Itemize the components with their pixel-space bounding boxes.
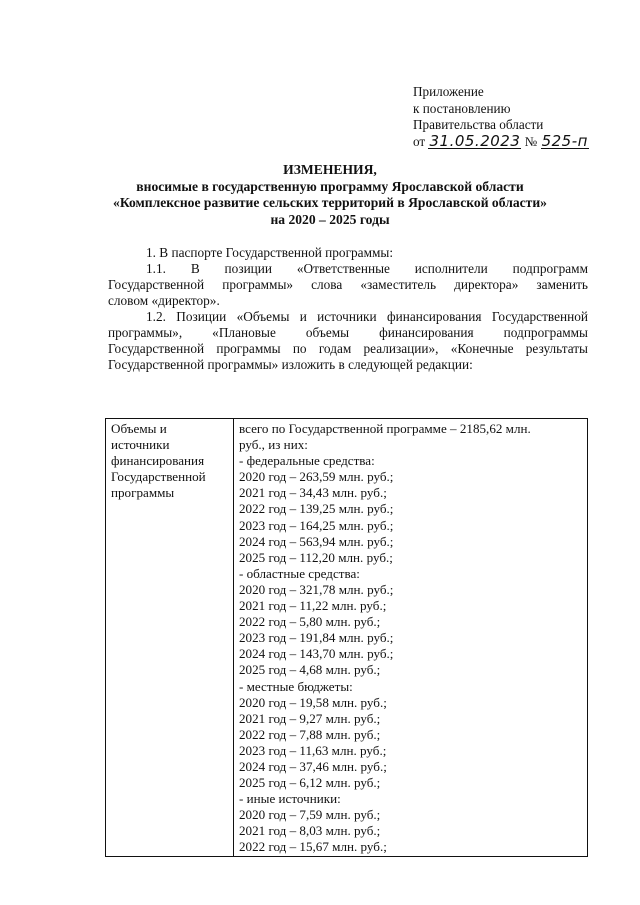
paragraph-1-1 — [108, 261, 588, 309]
table-text-line: руб., из них: — [239, 437, 308, 453]
table-label-cell — [106, 419, 234, 857]
appendix-line: Приложение — [413, 84, 484, 99]
table-text-line: 2021 год – 9,27 млн. руб.; — [239, 710, 381, 726]
appendix-line: к постановлению — [413, 100, 511, 116]
table-text-line: финансирования — [111, 453, 205, 469]
table-text-line: 2024 год – 37,46 млн. руб.; — [239, 758, 387, 774]
table-text-line: 2023 год – 11,63 млн. руб.; — [239, 742, 387, 758]
table-text-line: Объемы и — [111, 421, 167, 436]
table-text-line: 2024 год – 563,94 млн. руб.; — [239, 533, 394, 549]
table-text-line: - местные бюджеты: — [239, 678, 353, 694]
title-line: «Комплексное развитие сельских территорий в Ярославской области» — [113, 195, 547, 210]
table-text-line: 2020 год – 263,59 млн. руб.; — [239, 469, 394, 485]
title-line: ИЗМЕНЕНИЯ, — [283, 162, 377, 177]
paragraph-line: Государственной программы по годам реализации», «Конечные результаты — [108, 341, 588, 356]
table-text-line: источники — [111, 437, 170, 453]
number-label: № — [524, 133, 538, 149]
paragraph-line: Государственной программы» слова «заместитель директора» заменить — [108, 277, 588, 292]
paragraph-line: Государственной программы» изложить в следующей редакции: — [108, 357, 473, 372]
table-text-line: 2023 год – 164,25 млн. руб.; — [239, 517, 394, 533]
appendix-date-line — [413, 131, 589, 151]
handwritten-number: 525-п — [541, 131, 588, 150]
handwritten-date: 31.05.2023 — [429, 131, 521, 150]
table-text-line: 2021 год – 34,43 млн. руб.; — [239, 485, 387, 501]
table-text-line: 2024 год – 143,70 млн. руб.; — [239, 646, 394, 662]
paragraph-line: словом «директор». — [108, 293, 220, 308]
table-content-cell — [234, 419, 588, 857]
table-text-line: 2022 год – 7,88 млн. руб.; — [239, 726, 381, 742]
table-text-line: 2020 год – 7,59 млн. руб.; — [239, 807, 381, 823]
table-row — [106, 419, 588, 857]
table-text-line: 2025 год – 112,20 млн. руб.; — [239, 549, 393, 565]
table-text-line: 2020 год – 19,58 млн. руб.; — [239, 694, 387, 710]
title-line: вносимые в государственную программу Ярославской области — [136, 178, 524, 194]
appendix-line: Правительства области — [413, 117, 544, 133]
document-title — [100, 162, 560, 228]
table-text-line: 2021 год – 11,22 млн. руб.; — [239, 598, 387, 614]
table-text-line: 2022 год – 5,80 млн. руб.; — [239, 614, 381, 630]
table-text-line: 2020 год – 321,78 млн. руб.; — [239, 581, 394, 597]
table-text-line: 2023 год – 191,84 млн. руб.; — [239, 630, 394, 646]
table-text-line: - иные источники: — [239, 791, 341, 807]
appendix-block — [413, 84, 589, 150]
financing-table — [105, 418, 588, 857]
from-label: от — [413, 133, 426, 149]
table-text-line: 2022 год – 139,25 млн. руб.; — [239, 501, 394, 517]
paragraph-line: программы», «Плановые объемы финансирования подпрограммы — [108, 325, 588, 340]
table-text-line: 2025 год – 6,12 млн. руб.; — [239, 775, 381, 791]
paragraph-line: 1.2. Позиции «Объемы и источники финансирования Государственной — [146, 309, 588, 324]
paragraph-1: 1. В паспорте Государственной программы: — [146, 245, 394, 260]
table-text-line: 2022 год – 15,67 млн. руб.; — [239, 839, 387, 855]
table-text-line: 2021 год – 8,03 млн. руб.; — [239, 823, 381, 839]
table-text-line: 2025 год – 4,68 млн. руб.; — [239, 662, 381, 678]
table-text-line: Государственной — [111, 469, 206, 485]
table-text-line: - федеральные средства: — [239, 453, 375, 469]
table-text-line: всего по Государственной программе – 2185,62 млн. — [239, 421, 531, 436]
title-line: на 2020 – 2025 годы — [270, 211, 390, 227]
paragraph-1-2 — [108, 309, 588, 373]
table-text-line: - областные средства: — [239, 565, 360, 581]
paragraph-line: 1.1. В позиции «Ответственные исполнители подпрограмм — [146, 261, 588, 276]
table-text-line: программы — [111, 485, 175, 501]
